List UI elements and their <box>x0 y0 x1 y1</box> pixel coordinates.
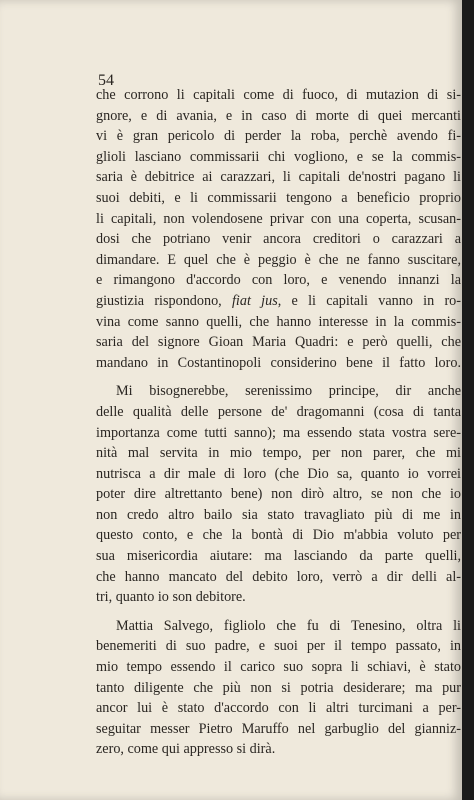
text-line: gnore, e di avania, e in caso di morte di quei mercanti <box>96 107 461 124</box>
text-line: li capitali, non volendosene privar con una coperta, scusan- <box>96 210 461 227</box>
text-line: nutrisca a dir male di loro (che Dio sa, quanto io vorrei <box>96 465 461 482</box>
text-line-with-italic <box>96 291 461 312</box>
text-line: vi è gran pericolo di perder la roba, perchè avendo fi- <box>96 128 461 145</box>
text-line: dosi che potriano venir ancora creditori o carazzari a <box>96 231 461 248</box>
text-line: seguitar messer Pietro Maruffo nel garbuglio del gianniz- <box>96 720 461 737</box>
text-line: suoi debiti, e li commissarii tengono a beneficio proprio <box>96 189 461 206</box>
text-line: importanza come tutti sanno); ma essendo stata vostra sere- <box>96 424 461 441</box>
text-line: poter dire altrettanto bene) non dirò altro, se non che io <box>96 486 461 503</box>
text-line: sua misericordia aiutare: ma lasciando da parte quelli, <box>96 548 461 565</box>
text-line: questo conto, e che la bontà di Dio m'abbia voluto per <box>96 527 461 544</box>
text-line: Mi bisognerebbe, serenissimo principe, dir anche <box>116 383 461 400</box>
text-line: saria è debitrice ai carazzari, li capitali de'nostri pagano li <box>96 169 461 186</box>
text-line: che corrono li capitali come di fuoco, di mutazion di si- <box>96 87 461 103</box>
text-line: nità mal servita in mio tempo, per non parer, che mi <box>96 445 461 462</box>
text-line: saria del signore Gioan Maria Quadri: e però quelli, che <box>96 334 461 351</box>
text-line: glioli lasciano commissarii chi vogliono, e se la commis- <box>96 148 461 165</box>
text-line: tri, quanto io son debitore. <box>96 589 246 606</box>
page-number: 54 <box>98 72 114 89</box>
paragraph-1 <box>96 85 461 373</box>
text-line: benemeriti di suo padre, e suoi per il tempo passato, in <box>96 638 461 655</box>
body-text <box>96 85 461 760</box>
text-line: che hanno mancato del debito loro, verrò a dir delli al- <box>96 568 461 585</box>
text-line: mio tempo essendo il carico suo sopra li schiavi, è stato <box>96 659 461 676</box>
italic-phrase: fiat jus <box>231 292 278 309</box>
text-segment: , e li capitali vanno in ro- <box>277 292 461 309</box>
text-line: zero, come qui appresso si dirà. <box>96 741 276 758</box>
text-segment: giustizia rispondono, <box>96 292 232 309</box>
text-line: non credo altro bailo sia stato travagliato più di me in <box>96 506 461 523</box>
text-line: dimandare. E quel che è peggio è che ne fanno suscitare, <box>96 251 461 268</box>
paragraph-3 <box>96 616 461 760</box>
text-line: vina come sanno quelli, che hanno interesse in la commis- <box>96 313 461 330</box>
text-line: ancor lui è stato d'accordo con li altri turcimani a per- <box>96 700 461 717</box>
text-line: delle qualità delle persone de' dragomanni (cosa di tanta <box>96 403 461 420</box>
text-line: mandano in Costantinopoli considerino bene il fatto loro. <box>96 354 461 371</box>
paragraph-2 <box>96 381 461 608</box>
text-line: Mattia Salvego, figliolo che fu di Tenesino, oltra li <box>116 617 461 634</box>
text-line: tanto diligente che più non si potria desiderare; ma pur <box>96 679 461 696</box>
text-line: e rimangono d'accordo con loro, e venendo innanzi la <box>96 272 461 289</box>
